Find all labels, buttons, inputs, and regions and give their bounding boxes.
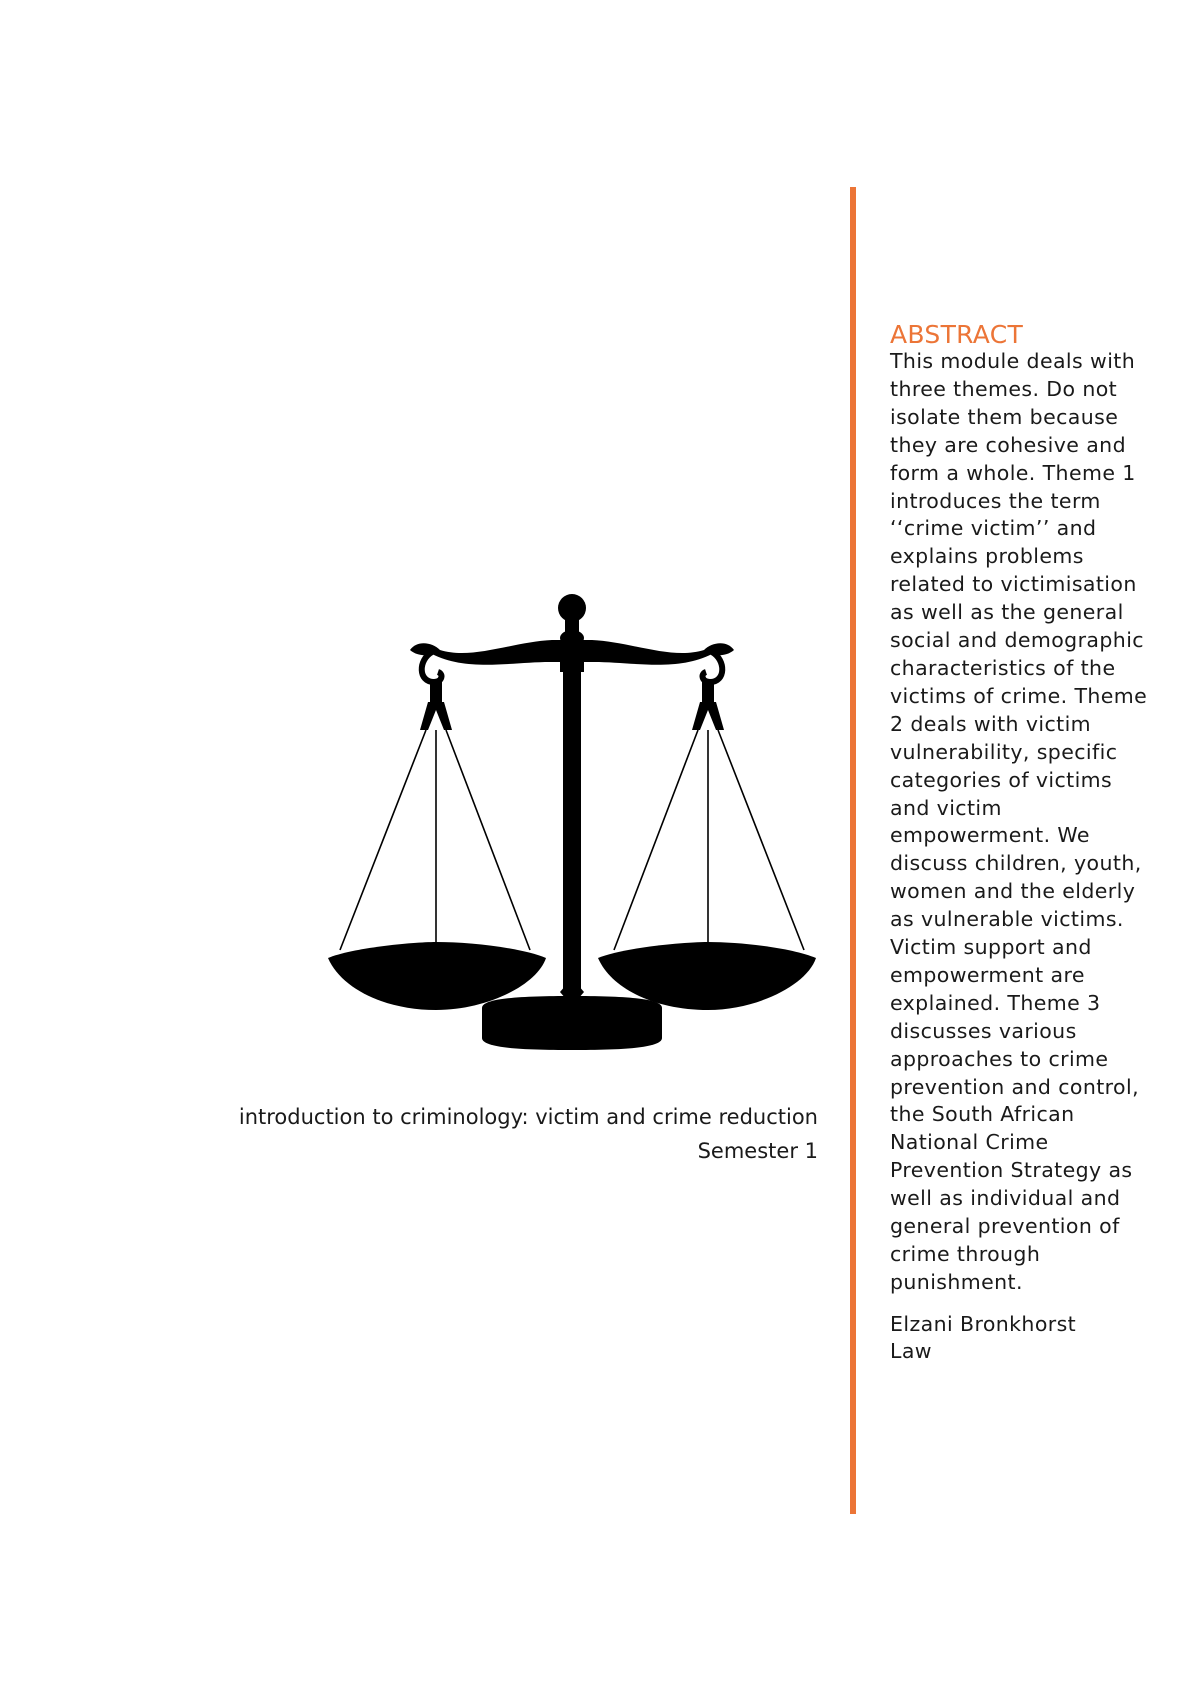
- scales-of-justice-icon: [322, 590, 822, 1090]
- orange-divider-rule: [850, 187, 856, 1514]
- abstract-body: This module deals with three themes. Do not isolate them because they are cohesive and form a whole. Theme 1 introduces the term ‘‘crime victim’’ and explains problems related to victimisation as well as the general social and demographic characteristics of the victims of crime. Theme 2 deals with victim vulnerability, specific categories of victims and victim empowerment. We discuss children, youth, women and the elderly as vulnerable victims. Victim support and empowerment are explained. Theme 3 discusses various approaches to crime prevention and control, the South African National Crime Prevention Strategy as well as individual and general prevention of crime through punishment.: [890, 349, 1148, 1294]
- module-title: introduction to criminology: victim and crime reduction: [238, 1105, 818, 1129]
- author-block: [890, 1311, 1152, 1365]
- module-semester: Semester 1: [697, 1139, 818, 1163]
- module-caption: [239, 1100, 818, 1168]
- author-name: Elzani Bronkhorst: [890, 1311, 1077, 1336]
- author-department: Law: [890, 1338, 932, 1363]
- abstract-heading: ABSTRACT: [890, 320, 1024, 349]
- scales-of-justice-image: [322, 590, 822, 1090]
- abstract-sidebar: [890, 318, 1152, 1365]
